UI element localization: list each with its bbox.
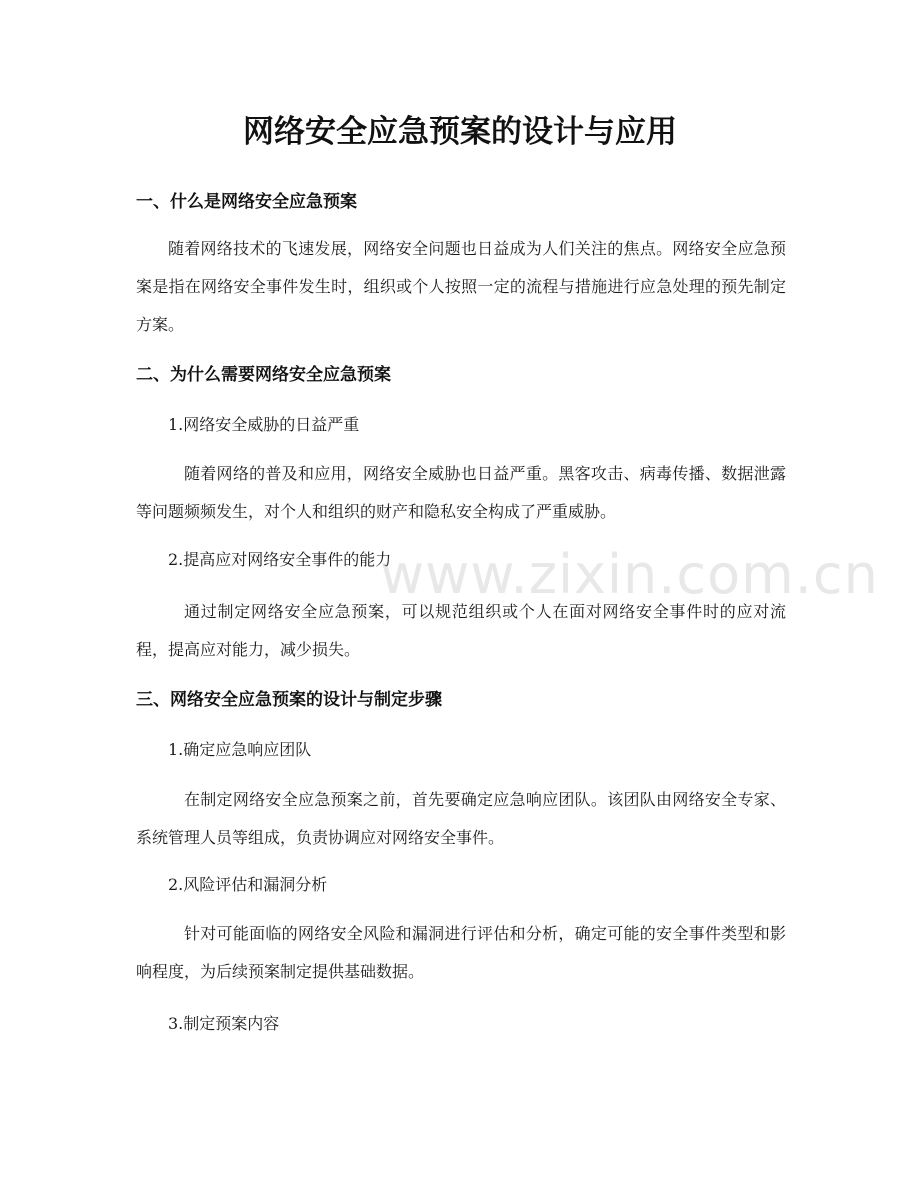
section-3-subheading-2: 2.风险评估和漏洞分析 <box>168 875 328 894</box>
section-1-paragraph: 随着网络技术的飞速发展，网络安全问题也日益成为人们关注的焦点。网络安全应急预案是指在网络安全事件发生时，组织或个人按照一定的流程与措施进行应急处理的预先制定方案。 <box>136 239 786 334</box>
section-3-subheading-1: 1.确定应急响应团队 <box>168 740 312 759</box>
section-3-paragraph-1: 在制定网络安全应急预案之前，首先要确定应急响应团队。该团队由网络安全专家、系统管理人员等组成，负责协调应对网络安全事件。 <box>136 790 786 847</box>
document-title: 网络安全应急预案的设计与应用 <box>243 114 677 150</box>
watermark-text: www.zixin.com.cn <box>380 543 879 606</box>
section-2-subheading-1: 1.网络安全威胁的日益严重 <box>168 415 360 434</box>
section-2-paragraph-1: 随着网络的普及和应用，网络安全威胁也日益严重。黑客攻击、病毒传播、数据泄露等问题频频发生，对个人和组织的财产和隐私安全构成了严重威胁。 <box>136 464 786 521</box>
section-heading-2: 二、为什么需要网络安全应急预案 <box>136 365 391 385</box>
section-3-paragraph-2: 针对可能面临的网络安全风险和漏洞进行评估和分析，确定可能的安全事件类型和影响程度，为后续预案制定提供基础数据。 <box>136 924 786 981</box>
section-3-subheading-3: 3.制定预案内容 <box>168 1014 280 1033</box>
section-2-paragraph-2: 通过制定网络安全应急预案，可以规范组织或个人在面对网络安全事件时的应对流程，提高应对能力，减少损失。 <box>136 602 786 659</box>
section-heading-3: 三、网络安全应急预案的设计与制定步骤 <box>136 690 442 710</box>
section-heading-1: 一、什么是网络安全应急预案 <box>136 192 357 212</box>
section-2-subheading-2: 2.提高应对网络安全事件的能力 <box>168 550 392 569</box>
